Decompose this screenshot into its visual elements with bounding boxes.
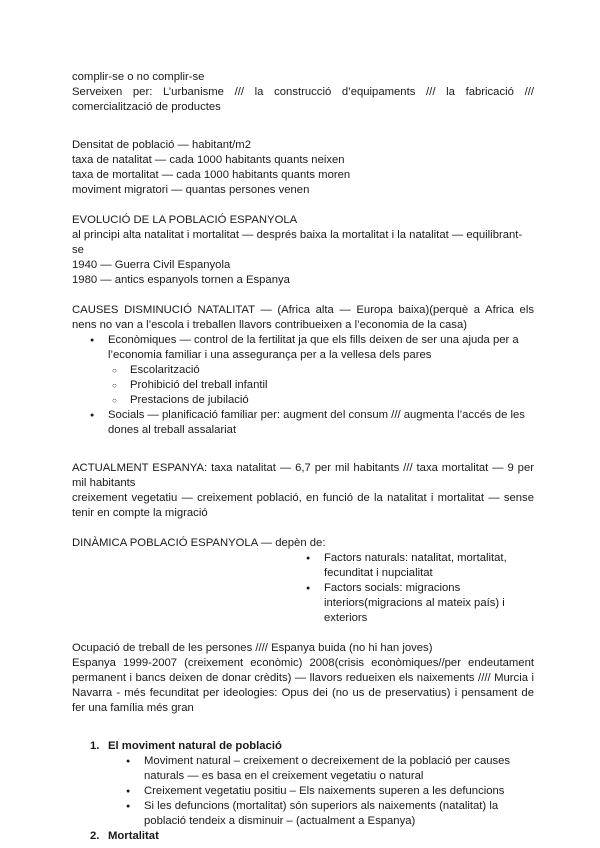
sub-list-item: ○ Escolarització	[72, 363, 532, 378]
list-item-text: fecunditat i nupcialitat	[324, 567, 433, 579]
list-item-text: Factors naturals: natalitat, mortalitat,	[324, 552, 507, 564]
numbered-sections	[72, 739, 532, 844]
numbered-heading	[72, 739, 532, 754]
list-item-text: naturals — es basa en el creixement vegetatiu o natural	[144, 770, 424, 782]
text-line: mil habitants	[72, 477, 136, 489]
heading-text: Mortalitat	[108, 830, 159, 842]
text-line: tenir en compte la migració	[72, 507, 208, 519]
list-item	[72, 408, 532, 438]
text-line: Ocupació de treball de les persones //// Espanya buida (no hi han joves)	[72, 642, 433, 654]
causes-list	[72, 333, 532, 438]
text-line: taxa de natalitat — cada 1000 habitants quants neixen	[72, 154, 345, 166]
text-line: nens no van a l’escola i treballen llavors contribueixen a l’economia de la casa)	[72, 319, 467, 331]
list-item: ● Creixement vegetatiu positiu – Els naixements superen a les defuncions	[72, 784, 532, 799]
list-item-text: dones al treball assalariat	[108, 424, 237, 436]
text-line: creixement vegetatiu — creixement població, en funció de la natalitat i mortalitat — sense	[72, 492, 534, 504]
text-line: comercialització de productes	[72, 101, 221, 113]
text-line: fer una família més gran	[72, 702, 194, 714]
text-line: Serveixen per: L’urbanisme /// la construcció d’equipaments /// la fabricació ///	[72, 86, 534, 98]
list-item	[72, 754, 532, 784]
document-page	[72, 70, 532, 844]
list-item	[72, 799, 532, 829]
heading-number: 1.	[90, 740, 100, 752]
list-item-text: interiors(migracions al mateix país) i	[324, 597, 505, 609]
list-item-text: població tendeix a disminuir – (actualment a Espanya)	[144, 815, 416, 827]
text-line: 1940 — Guerra Civil Espanyola	[72, 259, 231, 271]
text-line: complir-se o no complir-se	[72, 71, 205, 83]
numbered-heading	[72, 829, 532, 844]
text-line: al principi alta natalitat i mortalitat — després baixa la mortalitat i la natalitat — equilibrant-se	[72, 229, 523, 256]
text-line: Espanya 1999-2007 (creixement econòmic) 2008(crisis econòmiques//per endeutament	[72, 657, 534, 669]
section-heading: ACTUALMENT ESPANYA: taxa natalitat — 6,7 per mil habitants /// taxa mortalitat — 9 per	[72, 462, 534, 474]
list-item-text: Moviment natural – creixement o decreixement de la població per causes	[144, 755, 511, 767]
text-line: permanent i bancs deixen de donar crèdits) — llavors redueixen els naixements //// Murcia i	[72, 672, 534, 684]
sub-list-item: ○ Prohibició del treball infantil	[72, 378, 532, 393]
heading-number: 2.	[90, 830, 100, 842]
text-line: Densitat de població — habitant/m2	[72, 139, 251, 151]
list-item-text: Factors socials: migracions	[324, 582, 461, 594]
list-item-text: Socials — planificació familiar per: augment del consum /// augmenta l’accés de les	[108, 409, 525, 421]
text-line: moviment migratori — quantas persones venen	[72, 184, 310, 196]
list-item-text: exteriors	[324, 612, 368, 624]
list-item-text: l’economia familiar i una assegurança per a la vellesa dels pares	[108, 349, 432, 361]
list-item-text: Econòmiques — control de la fertilitat ja que els fills deixen de ser una ajuda per a	[108, 334, 519, 346]
list-item	[72, 333, 532, 363]
list-item	[306, 551, 532, 581]
heading-text: El moviment natural de població	[108, 740, 282, 752]
sub-list-item: ○ Prestacions de jubilació	[72, 393, 532, 408]
text-line: 1980 — antics espanyols tornen a Espanya	[72, 274, 290, 286]
list-item-text: Si les defuncions (mortalitat) són superiors als naixements (natalitat) la	[144, 800, 499, 812]
text-line: taxa de mortalitat — cada 1000 habitants quants moren	[72, 169, 351, 181]
factors-list	[306, 551, 532, 626]
list-item	[306, 581, 532, 626]
section-heading: CAUSES DISMINUCIÓ NATALITAT — (Africa alta — Europa baixa)(perquè a Africa els	[72, 304, 534, 316]
text-line: Navarra - més fecunditat per ideologies: Opus dei (no us de preservatius) i pensament de	[72, 687, 534, 699]
section-heading: EVOLUCIÓ DE LA POBLACIÓ ESPANYOLA	[72, 214, 298, 226]
section-heading: DINÀMICA POBLACIÓ ESPANYOLA — depèn de:	[72, 537, 326, 549]
